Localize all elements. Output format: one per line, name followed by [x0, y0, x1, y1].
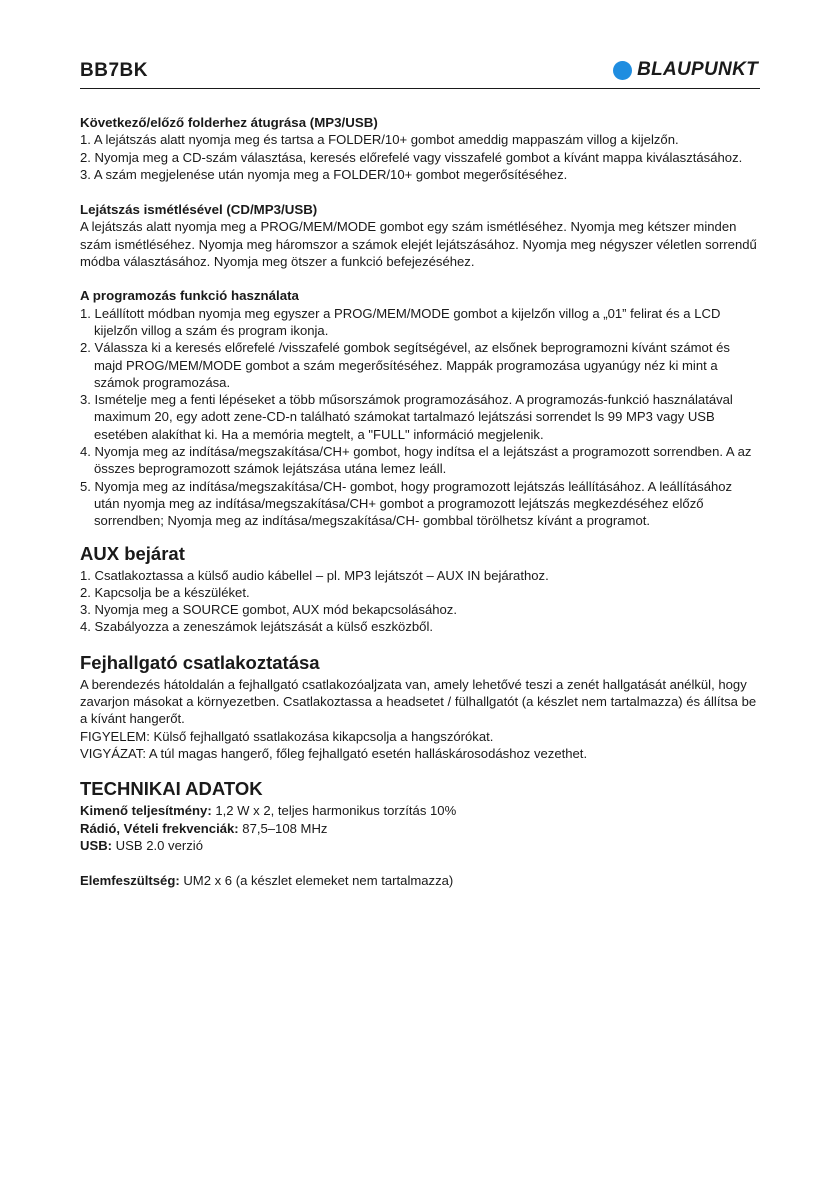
aux-steps: [80, 567, 760, 636]
spec-battery: [80, 872, 760, 889]
program-section: [80, 287, 760, 529]
page-header: [80, 58, 760, 89]
folder-skip-heading: Következő/előző folderhez átugrása (MP3/USB): [80, 115, 378, 130]
list-item: 3. A szám megjelenése után nyomja meg a FOLDER/10+ gombot megerősítéséhez.: [80, 166, 568, 182]
spec-battery-label: Elemfeszültség:: [80, 873, 180, 889]
repeat-text: A lejátszás alatt nyomja meg a PROG/MEM/MODE gombot egy szám ismétléséhez. Nyomja meg kétszer minden szám ismétléséhez. Nyomja meg háromszor a számok elejét lejátszásához. Nyomja meg négyszer véletlen sorrendű módba választásához. Nyomja meg ötszer a funkció befejezéséhez.: [80, 219, 757, 270]
spec-usb-label: USB:: [80, 837, 113, 853]
list-item: 5. Nyomja meg az indítása/megszakítása/CH- gombot, hogy programozott lejátszás leállításához. A leállításához után nyomja meg az indítása/megszakítása/CH+ gombot a programozott lejátszás megkezdéséhez előző sorrendben; Nyomja meg az indítása/megszakítása/CH- gombbal törölhetsz kívánt a programot.: [80, 478, 733, 529]
list-item: 3. Nyomja meg a SOURCE gombot, AUX mód bekapcsolásához.: [80, 602, 457, 618]
spec-output-value: 1,2 W x 2, teljes harmonikus torzítás 10%: [211, 803, 457, 819]
list-item: 3. Ismételje meg a fenti lépéseket a több műsorszámok programozásához. A programozás-funkció használatával maximum 20, egy adott zene-CD-n található számokat tartalmazó lejátszási sorrendet ls 99 MP3 vagy USB esetében alakíthat ki. Ha a memória megtelt, a "FULL" információ megjelenik.: [80, 392, 733, 442]
brand-logo: [613, 59, 758, 81]
brand-dot-icon: [613, 61, 632, 80]
list-item: 2. Kapcsolja be a készüléket.: [80, 584, 250, 600]
headphone-section: [80, 652, 760, 762]
brand-name: BLAUPUNKT: [637, 59, 758, 80]
spec-battery-value: UM2 x 6 (a készlet elemeket nem tartalmazza): [179, 873, 454, 889]
headphone-text: A berendezés hátoldalán a fejhallgató csatlakozóaljzata van, amely lehetővé teszi a zenét hallgatását anélkül, hogy zavarjon másokat a környezetben. Csatlakoztassa a headsetet / fülhallgatót (a készlet nem tartalmazza) és állítsa be a kívánt hangerőt.: [80, 676, 757, 727]
specs-heading: TECHNIKAI ADATOK: [80, 778, 263, 800]
repeat-section: [80, 201, 760, 270]
program-steps: [80, 305, 760, 530]
list-item: 4. Szabályozza a zeneszámok lejátszását a külső eszközből.: [80, 619, 433, 635]
aux-heading: AUX bejárat: [80, 542, 185, 564]
list-item: 4. Nyomja meg az indítása/megszakítása/CH+ gombot, hogy indítsa el a lejátszást a programozott sorrendben. A az összes beprogramozott számok lejátszása utána lemez leáll.: [80, 444, 752, 477]
list-item: 2. Nyomja meg a CD-szám választása, keresés előrefelé vagy visszafelé gombot a kívánt mappa kiválasztásához.: [80, 149, 743, 165]
spec-output-label: Kimenő teljesítmény:: [80, 803, 212, 819]
folder-skip-steps: [80, 131, 760, 183]
repeat-heading: Lejátszás ismétlésével (CD/MP3/USB): [80, 202, 318, 218]
document-body: [80, 114, 760, 889]
headphone-caution: VIGYÁZAT: A túl magas hangerő, főleg fejhallgató esetén halláskárosodáshoz vezethet.: [80, 745, 588, 761]
model-name: BB7BK: [80, 60, 148, 81]
aux-section: [80, 543, 760, 636]
spec-radio: [80, 820, 760, 837]
program-heading: A programozás funkció használata: [80, 288, 299, 304]
list-item: 1. Csatlakoztassa a külső audio kábellel – pl. MP3 lejátszót – AUX IN bejárathoz.: [80, 567, 549, 583]
headphone-warning: FIGYELEM: Külső fejhallgató ssatlakozása kikapcsolja a hangszórókat.: [80, 728, 494, 744]
spec-usb-value: USB 2.0 verzió: [112, 837, 203, 853]
list-item: 1. Leállított módban nyomja meg egyszer a PROG/MEM/MODE gombot a kijelzőn villog a „01” felirat és a LCD kijelzőn villog a szám és program ikonja.: [80, 305, 721, 338]
spec-output: [80, 802, 760, 819]
list-item: 2. Válassza ki a keresés előrefelé /visszafelé gombok segítségével, az elsőnek beprogramozni kívánt számot és majd PROG/MEM/MODE gombot a szám megerősítéséhez. Mappák programozása ugyanúgy néz ki mint a számok programozása.: [80, 340, 730, 390]
folder-skip-section: [80, 114, 760, 183]
spec-radio-label: Rádió, Vételi frekvenciák:: [80, 820, 239, 836]
specs-section: [80, 778, 760, 889]
list-item: 1. A lejátszás alatt nyomja meg és tartsa a FOLDER/10+ gombot ameddig mappaszám villog a kijelzőn.: [80, 132, 679, 148]
spec-usb: [80, 837, 760, 854]
headphone-heading: Fejhallgató csatlakoztatása: [80, 651, 320, 673]
spec-radio-value: 87,5–108 MHz: [238, 820, 328, 836]
